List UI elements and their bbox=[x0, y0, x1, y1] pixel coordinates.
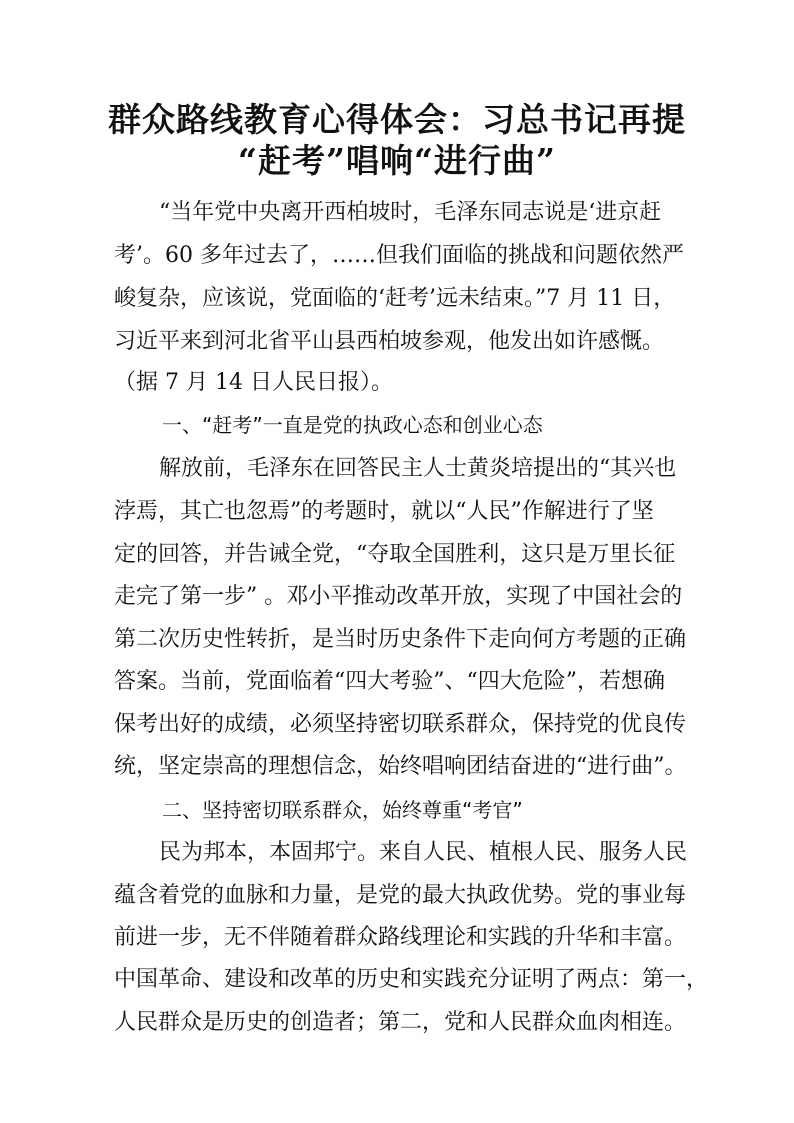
body-line: （据 7 月 14 日人民日报）。 bbox=[114, 370, 393, 395]
document-title-line-1: 群众路线教育心得体会：习总书记再提 bbox=[108, 100, 686, 139]
body-line: 浡焉，其亡也忽焉”的考题时，就以“人民”作解进行了坚 bbox=[114, 499, 654, 524]
body-line: 前进一步，无不伴随着群众路线理论和实践的升华和丰富。 bbox=[114, 925, 687, 950]
section-heading-2: 二、坚持密切联系群众，始终尊重“考官” bbox=[162, 798, 523, 822]
body-line: 中国革命、建设和改革的历史和实践充分证明了两点：第一， bbox=[114, 967, 709, 992]
document-title-line-2: “赶考”唱响“进行曲” bbox=[238, 141, 556, 180]
body-line: 统，坚定崇高的理想信念，始终唱响团结奋进的“进行曲”。 bbox=[114, 754, 687, 779]
body-line: “当年党中央离开西柏坡时，毛泽东同志说是‘进京赶 bbox=[159, 200, 662, 225]
body-line: 习近平来到河北省平山县西柏坡参观，他发出如许感慨。 bbox=[114, 329, 665, 354]
body-line: 峻复杂，应该说，党面临的‘赶考’远未结束。”7 月 11 日， bbox=[114, 286, 676, 311]
body-line: 解放前，毛泽东在回答民主人士黄炎培提出的“其兴也 bbox=[159, 456, 677, 481]
body-line: 保考出好的成绩，必须坚持密切联系群众，保持党的优良传 bbox=[114, 712, 687, 737]
body-line: 民为邦本，本固邦宁。来自人民、植根人民、服务人民 bbox=[159, 840, 688, 865]
body-line: 蕴含着党的血脉和力量，是党的最大执政优势。党的事业每 bbox=[114, 883, 687, 908]
body-line: 走完了第一步” 。邓小平推动改革开放，实现了中国社会的 bbox=[114, 584, 683, 609]
body-line: 人民群众是历史的创造者；第二，党和人民群众血肉相连。 bbox=[114, 1010, 687, 1035]
section-heading-1: 一、“赶考”一直是党的执政心态和创业心态 bbox=[162, 413, 543, 437]
body-line: 定的回答，并告诫全党，“夺取全国胜利，这只是万里长征 bbox=[114, 542, 676, 567]
body-line: 第二次历史性转折，是当时历史条件下走向何方考题的正确 bbox=[114, 627, 687, 652]
body-line: 答案。当前，党面临着“四大考验”、“四大危险”，若想确 bbox=[114, 669, 665, 694]
body-line: 考’。60 多年过去了，……但我们面临的挑战和问题依然严 bbox=[114, 243, 684, 268]
